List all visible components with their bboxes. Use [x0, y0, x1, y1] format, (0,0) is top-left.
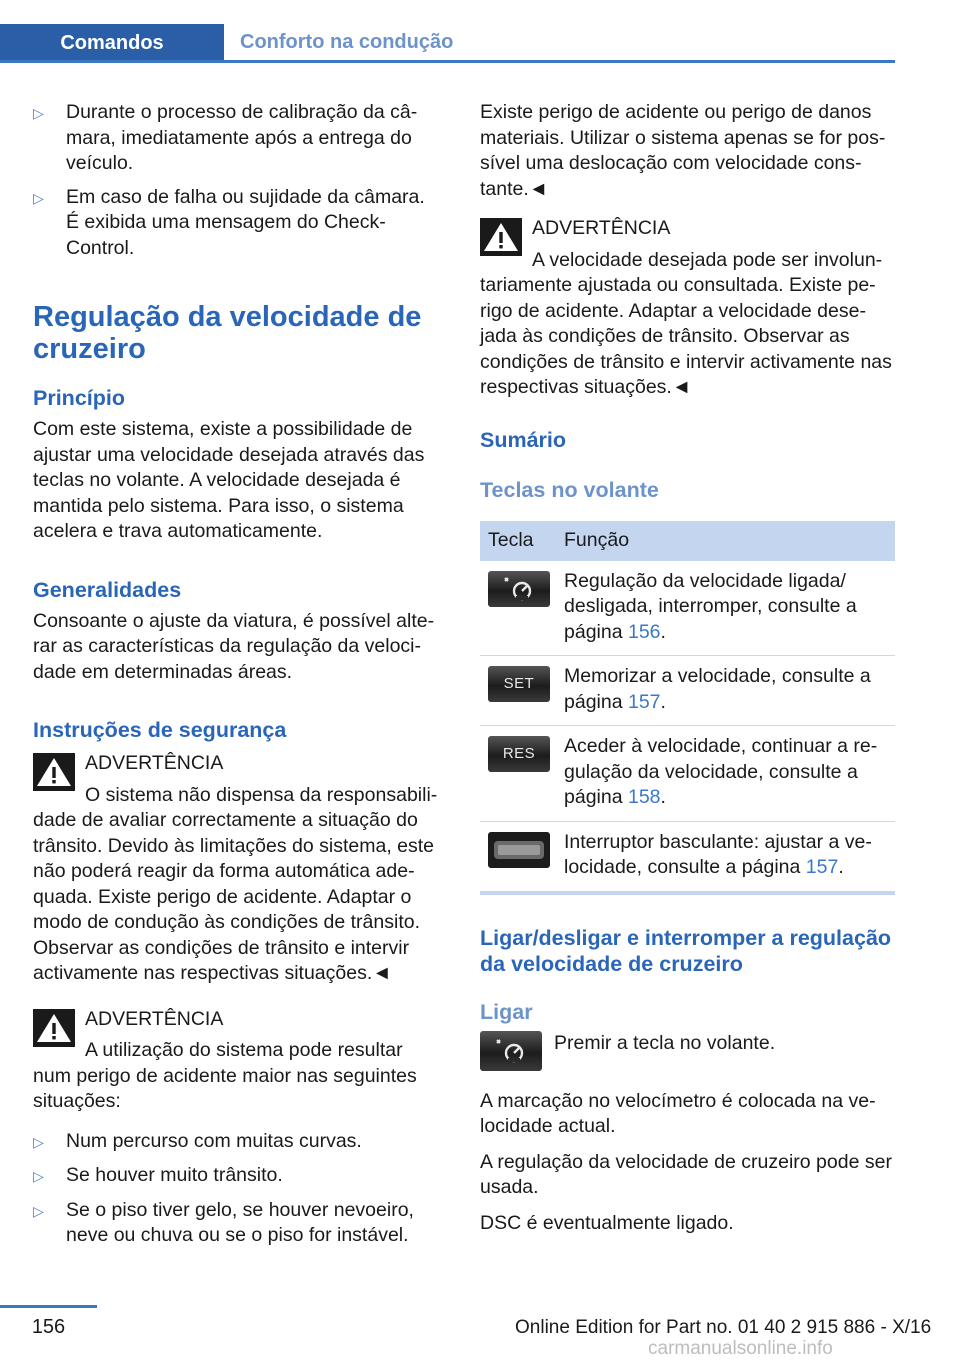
cruise-control-icon	[488, 571, 550, 607]
header-rule	[0, 60, 895, 63]
table-header-row	[480, 521, 895, 561]
col-header-funcao: Função	[556, 521, 895, 561]
warning-text: A utilização do sistema pode resultar num perigo de acidente maior nas seguintes situações:	[33, 1039, 417, 1112]
principio-text: Com este sistema, existe a possibilidade de ajustar uma velocidade desejada através das teclas no volante. A velocidade desejada é mantida pelo sistema. Para isso, o sistema acelera e trava automaticamente.	[33, 418, 425, 542]
footer-rule	[0, 1305, 97, 1308]
page-link[interactable]: 158	[627, 786, 661, 808]
warning-block	[33, 1007, 443, 1115]
teclas-heading: Teclas no volante	[480, 477, 659, 502]
tab-comandos[interactable]: Comandos	[0, 24, 224, 63]
table-row: RES Aceder à velocidade, continuar a regulação da velocidade, consulte a página 158.	[480, 726, 895, 822]
paragraph: DSC é eventualmente ligado.	[480, 1211, 734, 1234]
ligar-instruction: Premir a tecla no volante.	[480, 1031, 895, 1071]
principio-heading: Princípio	[33, 386, 125, 410]
triangle-bullet-icon: ▷	[33, 1133, 44, 1150]
warning-triangle-icon	[33, 753, 75, 791]
page-link[interactable]: 157	[805, 856, 839, 878]
set-key-icon: SET	[488, 666, 550, 702]
warning-heading: ADVERTÊNCIA	[85, 752, 224, 774]
paragraph: A marcação no velocímetro é colocada na velocidade actual.	[480, 1089, 876, 1137]
edition-note: Online Edition for Part no. 01 40 2 915 886 - X/16	[515, 1317, 932, 1338]
warning-heading: ADVERTÊNCIA	[85, 1007, 224, 1030]
sumario-heading: Sumário	[480, 427, 567, 452]
page-link[interactable]: 157	[627, 690, 661, 713]
page-number: 156	[31, 1316, 66, 1338]
keys-table	[480, 521, 895, 895]
page-link[interactable]: 156	[627, 620, 661, 643]
warning-text: O sistema não dispensa da responsabilidade de avaliar correctamente a situação do trânsito. Devido às limitações do sistema, este não poderá reagir da forma automática adequada. Existe perigo de acidente. Adaptar o modo de condução às condições de trânsito. Observar as condições de trânsito e intervir activamente nas respectivas situações.◄	[33, 783, 438, 984]
tab-conforto-na-conducao[interactable]: Conforto na condução	[240, 30, 454, 53]
warning-block	[33, 751, 443, 987]
left-column	[33, 100, 443, 1257]
col-header-tecla: Tecla	[480, 521, 556, 561]
ligar-heading: Ligar	[480, 999, 533, 1024]
intro-text: Existe perigo de acidente ou perigo de danos materiais. Utilizar o sistema apenas se for possível uma deslocação com velocidade constante.◄	[480, 101, 886, 200]
warning-triangle-icon	[480, 218, 522, 256]
table-row: Interruptor basculante: ajustar a velocidade, consulte a página 157.	[480, 821, 895, 893]
res-key-icon: RES	[488, 736, 550, 772]
warning-heading: ADVERTÊNCIA	[532, 217, 671, 239]
table-row: Regulação da velocidade ligada/ desligada, interromper, consulte a página 156.	[480, 561, 895, 656]
table-row: SET Memorizar a velocidade, consulte a página 157.	[480, 656, 895, 726]
ligar-desligar-heading: Ligar/desligar e interromper a regulação da velocidade de cruzeiro	[480, 925, 892, 976]
section-title: Regulação da velocidade de cruzeiro	[33, 301, 422, 365]
triangle-bullet-icon: ▷	[33, 105, 44, 121]
warning-text: A velocidade desejada pode ser involuntariamente ajustada ou consultada. Existe perigo de acidente. Adaptar a velocidade desejada às condições de trânsito. Observar as condições de trânsito e intervir activamente nas respectivas situações.◄	[480, 248, 892, 398]
list-item: ▷ Se houver muito trânsito.	[33, 1163, 443, 1190]
warning-block	[480, 216, 895, 401]
warning-triangle-icon	[33, 1009, 75, 1047]
seguranca-heading: Instruções de segurança	[33, 718, 287, 742]
triangle-bullet-icon: ▷	[33, 189, 44, 206]
cruise-control-icon	[480, 1031, 542, 1071]
paragraph: A regulação da velocidade de cruzeiro pode ser usada.	[480, 1150, 892, 1198]
list-item: ▷ Num percurso com muitas curvas.	[33, 1129, 443, 1156]
list-item: ▷ Se o piso tiver gelo, se houver nevoeiro, neve ou chuva ou se o piso for instável.	[33, 1198, 443, 1249]
generalidades-text: Consoante o ajuste da viatura, é possível alterar as características da regulação da velocidade em determinadas áreas.	[33, 609, 435, 683]
list-item: ▷ Em caso de falha ou sujidade da câmara. É exibida uma mensagem do Check-Control.	[33, 185, 443, 262]
triangle-bullet-icon: ▷	[33, 1168, 44, 1184]
generalidades-heading: Generalidades	[33, 577, 182, 602]
rocker-switch-icon	[488, 832, 550, 868]
list-item: ▷ Durante o processo de calibração da câmara, imediatamente após a entrega do veículo.	[33, 100, 443, 177]
right-column	[480, 100, 895, 1246]
watermark: carmanualsonline.info	[648, 1338, 833, 1359]
triangle-bullet-icon: ▷	[33, 1202, 44, 1219]
